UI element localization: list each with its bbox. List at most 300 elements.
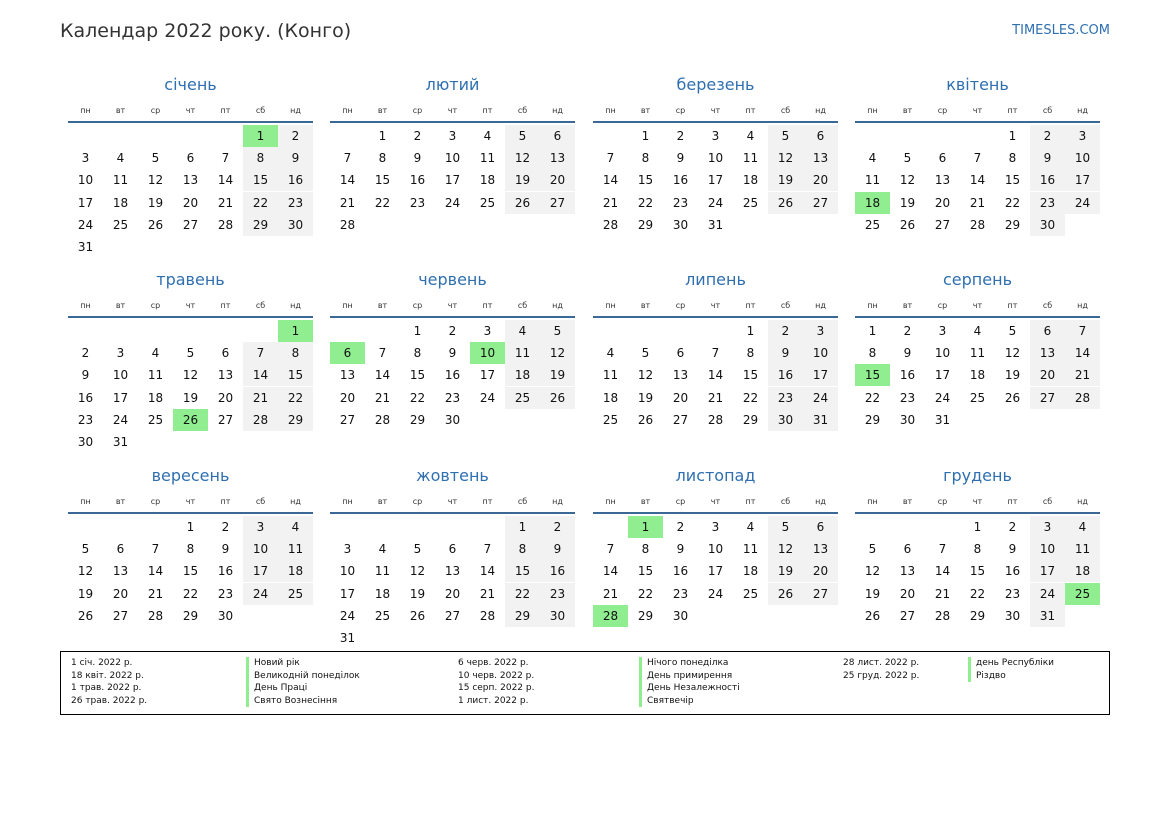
day-cell: 11 (864, 173, 881, 188)
day-cell: 16 (777, 368, 794, 383)
day-cell: 5 (641, 346, 650, 361)
day-cell: 25 (479, 195, 496, 210)
day-header: вт (902, 301, 913, 310)
day-cell: 8 (868, 346, 877, 361)
day-cell: 14 (252, 368, 269, 383)
day-cell: 4 (378, 542, 387, 557)
day-cell: 26 (637, 412, 654, 427)
day-cell: 28 (147, 608, 164, 623)
day-cell: 14 (969, 173, 986, 188)
day-cell: 30 (777, 412, 794, 427)
day-header: пн (867, 301, 878, 310)
legend-holiday-name: Нічого понеділка (639, 657, 740, 670)
day-cell: 28 (252, 412, 269, 427)
day-cell: 20 (217, 390, 234, 405)
day-header: ср (675, 106, 686, 115)
day-cell: 21 (252, 390, 269, 405)
day-cell: 17 (707, 173, 724, 188)
day-cell: 2 (903, 324, 912, 338)
day-header: сб (1042, 301, 1053, 310)
day-cell: 12 (777, 151, 794, 166)
day-header: вт (377, 301, 388, 310)
day-header: нд (290, 301, 301, 310)
day-cell: 13 (444, 564, 461, 579)
day-cell: 12 (777, 542, 794, 557)
day-cell: 22 (514, 586, 531, 601)
day-cell: 22 (969, 586, 986, 601)
day-cell: 19 (777, 173, 794, 188)
day-cell: 30 (672, 608, 689, 623)
day-cell: 31 (77, 240, 94, 254)
day-cell: 31 (1039, 608, 1056, 623)
day-cell: 17 (812, 368, 829, 383)
day-cell: 21 (339, 195, 356, 210)
day-cell: 8 (641, 542, 650, 557)
day-cell: 13 (182, 173, 199, 188)
day-header: пн (342, 301, 353, 310)
day-header: чт (972, 301, 983, 310)
day-cell: 28 (707, 412, 724, 427)
day-cell: 13 (1039, 346, 1056, 361)
day-cell: 25 (742, 586, 759, 601)
legend-holiday-name: день Республіки (968, 657, 1054, 670)
day-cell: 23 (77, 412, 94, 427)
day-cell: 30 (287, 217, 304, 232)
day-cell: 4 (746, 520, 755, 534)
day-cell: 18 (479, 173, 496, 188)
day-cell: 30 (1039, 217, 1056, 232)
day-cell: 4 (868, 151, 877, 166)
day-cell: 8 (746, 346, 755, 361)
day-header: пт (220, 497, 231, 506)
month-divider (855, 121, 1100, 123)
day-cell: 16 (287, 173, 304, 188)
day-cell: 12 (1004, 346, 1021, 361)
day-cell: 1 (413, 324, 422, 338)
day-cell: 19 (637, 390, 654, 405)
day-cell: 12 (182, 368, 199, 383)
day-header: ср (675, 301, 686, 310)
day-cell: 28 (602, 217, 619, 232)
day-cell: 14 (602, 173, 619, 188)
day-cell: 18 (112, 195, 129, 210)
day-cell: 22 (252, 195, 269, 210)
legend-date: 1 лист. 2022 р. (458, 695, 529, 706)
day-cell: 15 (287, 368, 304, 383)
legend-holiday-name: Різдво (968, 670, 1054, 683)
day-cell: 20 (444, 586, 461, 601)
holiday-legend (60, 651, 1110, 715)
day-header: нд (552, 497, 563, 506)
day-cell: 30 (77, 435, 94, 449)
day-cell: 20 (549, 173, 566, 188)
day-cell: 11 (287, 542, 304, 557)
day-cell: 7 (343, 151, 352, 166)
day-cell: 26 (514, 195, 531, 210)
day-cell: 17 (112, 390, 129, 405)
day-cell: 5 (151, 151, 160, 166)
day-cell: 4 (973, 324, 982, 338)
day-cell: 8 (641, 151, 650, 166)
day-cell: 15 (409, 368, 426, 383)
day-cell: 20 (812, 564, 829, 579)
day-cell: 26 (409, 608, 426, 623)
legend-date: 1 січ. 2022 р. (71, 658, 133, 668)
month-11 (593, 466, 838, 656)
day-cell: 1 (746, 324, 755, 338)
month-divider (68, 316, 313, 318)
day-cell: 14 (339, 173, 356, 188)
day-cell: 6 (186, 151, 195, 166)
day-header: чт (185, 106, 196, 115)
day-cell: 12 (899, 173, 916, 188)
day-cell: 3 (448, 129, 457, 143)
day-cell: 21 (479, 586, 496, 601)
legend-names-column (968, 657, 1054, 682)
day-cell: 5 (781, 129, 790, 143)
day-cell: 12 (549, 346, 566, 361)
legend-date: 1 трав. 2022 р. (71, 683, 142, 693)
day-cell: 25 (602, 412, 619, 427)
day-cell: 18 (742, 564, 759, 579)
day-cell: 28 (479, 608, 496, 623)
day-cell: 1 (973, 520, 982, 534)
day-cell: 30 (217, 608, 234, 623)
day-cell: 18 (514, 368, 531, 383)
month-name: вересень (151, 466, 230, 485)
day-cell: 3 (343, 542, 352, 557)
day-cell: 30 (672, 217, 689, 232)
site-link[interactable]: TIMESLES.COM (1012, 23, 1110, 38)
day-header: пт (745, 497, 756, 506)
day-header: сб (255, 497, 266, 506)
day-cell: 22 (409, 390, 426, 405)
day-cell: 23 (899, 390, 916, 405)
day-cell: 24 (1074, 195, 1091, 210)
day-cell: 9 (291, 151, 300, 166)
day-cell: 3 (116, 346, 125, 361)
month-5 (68, 270, 313, 460)
day-cell: 22 (182, 586, 199, 601)
legend-holiday-name: Святвечір (639, 695, 740, 708)
day-cell: 19 (899, 195, 916, 210)
holiday-day-cell: 10 (470, 342, 505, 364)
month-7 (593, 270, 838, 460)
day-cell: 27 (112, 608, 129, 623)
day-cell: 8 (413, 346, 422, 361)
legend-holiday-name: День примирення (639, 670, 740, 683)
day-cell: 20 (934, 195, 951, 210)
day-cell: 13 (112, 564, 129, 579)
day-header: чт (185, 497, 196, 506)
day-cell: 22 (1004, 195, 1021, 210)
day-cell: 17 (934, 368, 951, 383)
day-cell: 13 (934, 173, 951, 188)
day-cell: 8 (256, 151, 265, 166)
day-cell: 19 (77, 586, 94, 601)
day-header: пт (1007, 106, 1018, 115)
day-cell: 20 (812, 173, 829, 188)
month-divider (330, 316, 575, 318)
holiday-day-cell: 1 (628, 516, 663, 538)
day-cell: 10 (812, 346, 829, 361)
day-cell: 21 (374, 390, 391, 405)
day-cell: 29 (252, 217, 269, 232)
day-header: ср (150, 497, 161, 506)
day-cell: 28 (1074, 390, 1091, 405)
day-header: ср (412, 301, 423, 310)
day-header: пт (482, 106, 493, 115)
day-cell: 18 (287, 564, 304, 579)
holiday-day-cell: 15 (855, 364, 890, 386)
legend-date: 25 груд. 2022 р. (843, 670, 920, 681)
day-cell: 5 (781, 520, 790, 534)
day-cell: 16 (899, 368, 916, 383)
day-cell: 18 (969, 368, 986, 383)
day-cell: 22 (637, 195, 654, 210)
day-header: чт (185, 301, 196, 310)
day-cell: 26 (1004, 390, 1021, 405)
day-header: пн (605, 497, 616, 506)
day-cell: 19 (1004, 368, 1021, 383)
day-cell: 2 (1043, 129, 1052, 143)
day-cell: 10 (707, 151, 724, 166)
day-cell: 16 (444, 368, 461, 383)
day-header: пт (482, 301, 493, 310)
month-name: січень (164, 75, 217, 94)
day-cell: 3 (81, 151, 90, 166)
day-cell: 31 (812, 412, 829, 427)
day-cell: 23 (777, 390, 794, 405)
day-header: сб (1042, 497, 1053, 506)
holiday-day-cell: 28 (593, 605, 628, 627)
day-header: нд (1077, 301, 1088, 310)
legend-holiday-name: Новий рік (246, 657, 360, 670)
day-cell: 29 (182, 608, 199, 623)
day-header: сб (1042, 106, 1053, 115)
day-cell: 6 (221, 346, 230, 361)
month-2 (330, 75, 575, 265)
day-cell: 2 (676, 520, 685, 534)
day-cell: 13 (899, 564, 916, 579)
day-cell: 7 (483, 542, 492, 557)
day-cell: 15 (514, 564, 531, 579)
day-cell: 26 (777, 195, 794, 210)
day-header: сб (517, 106, 528, 115)
day-cell: 10 (1074, 151, 1091, 166)
day-cell: 17 (444, 173, 461, 188)
day-cell: 21 (969, 195, 986, 210)
day-cell: 27 (899, 608, 916, 623)
day-cell: 19 (864, 586, 881, 601)
day-cell: 8 (378, 151, 387, 166)
legend-date: 10 черв. 2022 р. (458, 670, 535, 681)
day-cell: 18 (742, 173, 759, 188)
month-divider (855, 512, 1100, 514)
legend-date: 18 квіт. 2022 р. (71, 670, 144, 681)
day-cell: 10 (252, 542, 269, 557)
day-cell: 9 (1043, 151, 1052, 166)
day-cell: 3 (711, 129, 720, 143)
day-cell: 23 (444, 390, 461, 405)
day-cell: 30 (1004, 608, 1021, 623)
day-cell: 3 (1043, 520, 1052, 534)
day-cell: 15 (182, 564, 199, 579)
day-cell: 7 (151, 542, 160, 557)
day-header: ср (412, 497, 423, 506)
day-cell: 21 (147, 586, 164, 601)
day-cell: 18 (147, 390, 164, 405)
day-cell: 3 (816, 324, 825, 338)
day-cell: 31 (707, 217, 724, 232)
day-cell: 10 (77, 173, 94, 188)
day-cell: 23 (287, 195, 304, 210)
day-cell: 19 (147, 195, 164, 210)
day-cell: 16 (77, 390, 94, 405)
day-cell: 25 (147, 412, 164, 427)
day-cell: 6 (816, 129, 825, 143)
day-cell: 7 (606, 151, 615, 166)
day-cell: 5 (903, 151, 912, 166)
day-cell: 9 (448, 346, 457, 361)
day-cell: 18 (1074, 564, 1091, 579)
day-cell: 19 (514, 173, 531, 188)
month-name: квітень (946, 75, 1009, 94)
legend-holiday-name: Великодній понеділок (246, 670, 360, 683)
day-cell: 17 (339, 586, 356, 601)
day-cell: 17 (252, 564, 269, 579)
day-cell: 18 (602, 390, 619, 405)
day-cell: 28 (374, 412, 391, 427)
day-cell: 15 (252, 173, 269, 188)
day-cell: 5 (186, 346, 195, 361)
day-cell: 31 (339, 631, 356, 645)
day-cell: 10 (934, 346, 951, 361)
month-divider (593, 316, 838, 318)
day-cell: 5 (553, 324, 562, 338)
day-cell: 29 (409, 412, 426, 427)
day-cell: 27 (812, 586, 829, 601)
month-name: серпень (943, 270, 1012, 289)
day-cell: 25 (112, 217, 129, 232)
day-cell: 4 (116, 151, 125, 166)
day-cell: 8 (291, 346, 300, 361)
day-cell: 16 (1039, 173, 1056, 188)
day-cell: 20 (182, 195, 199, 210)
holiday-day-cell: 1 (243, 125, 278, 147)
day-cell: 3 (256, 520, 265, 534)
day-cell: 26 (147, 217, 164, 232)
day-cell: 10 (112, 368, 129, 383)
day-cell: 9 (781, 346, 790, 361)
day-cell: 2 (448, 324, 457, 338)
month-4 (855, 75, 1100, 265)
day-cell: 24 (707, 586, 724, 601)
day-cell: 8 (518, 542, 527, 557)
day-cell: 7 (1078, 324, 1087, 338)
day-cell: 21 (217, 195, 234, 210)
day-cell: 27 (812, 195, 829, 210)
day-header: вт (377, 497, 388, 506)
day-header: вт (640, 301, 651, 310)
day-cell: 29 (864, 412, 881, 427)
day-header: вт (640, 497, 651, 506)
day-header: сб (517, 497, 528, 506)
day-header: нд (552, 106, 563, 115)
day-header: сб (780, 301, 791, 310)
day-cell: 16 (217, 564, 234, 579)
day-cell: 22 (742, 390, 759, 405)
month-12 (855, 466, 1100, 656)
day-cell: 4 (746, 129, 755, 143)
day-cell: 11 (742, 542, 759, 557)
day-cell: 23 (549, 586, 566, 601)
day-cell: 21 (602, 586, 619, 601)
month-10 (330, 466, 575, 656)
day-cell: 26 (549, 390, 566, 405)
day-header: нд (815, 497, 826, 506)
legend-holiday-name: Свято Вознесіння (246, 695, 360, 708)
day-header: пт (1007, 301, 1018, 310)
day-cell: 4 (291, 520, 300, 534)
legend-dates-column (71, 657, 147, 707)
day-header: сб (517, 301, 528, 310)
day-header: нд (815, 106, 826, 115)
month-name: грудень (943, 466, 1012, 485)
legend-holiday-name: День Праці (246, 682, 360, 695)
month-3 (593, 75, 838, 265)
day-header: нд (290, 106, 301, 115)
day-cell: 24 (479, 390, 496, 405)
month-divider (68, 512, 313, 514)
day-cell: 3 (711, 520, 720, 534)
day-cell: 23 (409, 195, 426, 210)
day-cell: 29 (514, 608, 531, 623)
day-cell: 25 (864, 217, 881, 232)
day-cell: 12 (77, 564, 94, 579)
month-divider (330, 121, 575, 123)
day-cell: 14 (479, 564, 496, 579)
day-header: ср (150, 106, 161, 115)
day-header: вт (115, 301, 126, 310)
day-cell: 25 (287, 586, 304, 601)
day-cell: 6 (938, 151, 947, 166)
holiday-day-cell: 1 (278, 320, 313, 342)
day-cell: 1 (1008, 129, 1017, 143)
day-cell: 14 (147, 564, 164, 579)
day-cell: 14 (602, 564, 619, 579)
day-cell: 27 (444, 608, 461, 623)
day-cell: 16 (672, 173, 689, 188)
day-cell: 14 (934, 564, 951, 579)
month-8 (855, 270, 1100, 460)
day-cell: 14 (217, 173, 234, 188)
day-cell: 5 (518, 129, 527, 143)
day-cell: 2 (291, 129, 300, 143)
day-cell: 9 (676, 542, 685, 557)
day-cell: 24 (252, 586, 269, 601)
day-header: пт (745, 106, 756, 115)
day-cell: 27 (549, 195, 566, 210)
day-cell: 9 (1008, 542, 1017, 557)
day-header: пн (342, 497, 353, 506)
day-header: ср (150, 301, 161, 310)
day-cell: 26 (777, 586, 794, 601)
day-cell: 19 (409, 586, 426, 601)
day-cell: 8 (1008, 151, 1017, 166)
day-header: чт (710, 106, 721, 115)
day-cell: 9 (81, 368, 90, 383)
